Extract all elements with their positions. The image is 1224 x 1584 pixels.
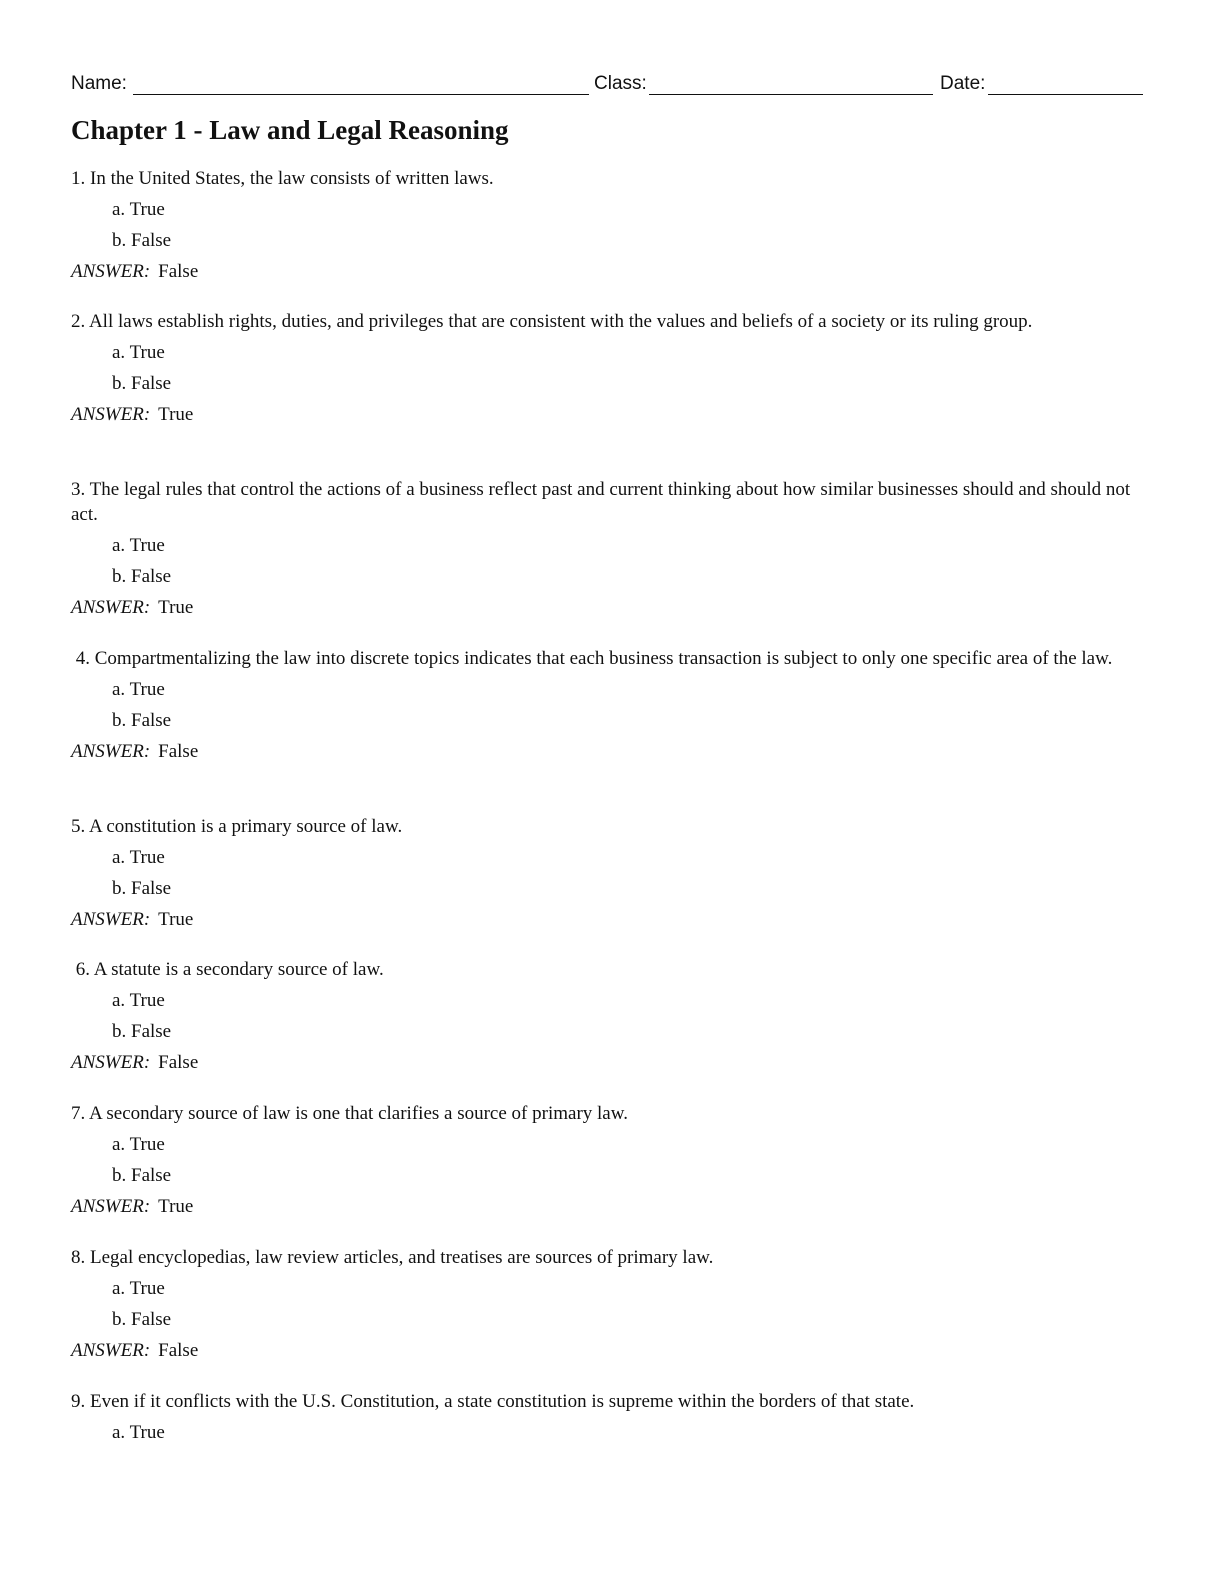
answer-value: False — [158, 1052, 199, 1073]
choice-b: b. False — [112, 878, 172, 899]
answer-label: ANSWER: — [71, 1052, 151, 1073]
answer-value: True — [158, 909, 194, 930]
footer-copyright-fragment — [88, 1458, 408, 1462]
date-field-line — [988, 94, 1143, 95]
answer-label: ANSWER: — [71, 597, 151, 618]
choice-a: a. True — [112, 1278, 165, 1299]
choice-a: a. True — [112, 847, 165, 868]
choice-b: b. False — [112, 230, 172, 251]
choice-a: a. True — [112, 535, 165, 556]
answer-value: False — [158, 741, 199, 762]
question-text: 8. Legal encyclopedias, law review articles, and treatises are sources of primary law. — [71, 1247, 714, 1268]
name-label: Name: — [71, 73, 127, 94]
answer-label: ANSWER: — [71, 1196, 151, 1217]
answer-label: ANSWER: — [71, 741, 151, 762]
student-info-header — [71, 72, 1143, 98]
choice-b: b. False — [112, 1165, 172, 1186]
class-label: Class: — [594, 73, 647, 94]
choice-a: a. True — [112, 1422, 165, 1443]
name-field-line — [133, 94, 589, 95]
question-text: 9. Even if it conflicts with the U.S. Constitution, a state constitution is supreme within the borders of that state. — [71, 1391, 915, 1412]
answer-line — [71, 402, 1146, 427]
footer-page-number-fragment — [1100, 1458, 1160, 1462]
question-7 — [71, 1101, 1146, 1219]
answer-line — [71, 739, 1146, 764]
question-text: 1. In the United States, the law consists of written laws. — [71, 168, 494, 189]
answer-line — [71, 907, 1146, 932]
choice-a: a. True — [112, 342, 165, 363]
answer-value: True — [158, 597, 194, 618]
question-1 — [71, 166, 1146, 284]
question-6 — [71, 957, 1146, 1075]
question-3 — [71, 477, 1146, 620]
answer-label: ANSWER: — [71, 261, 151, 282]
question-9 — [71, 1389, 1146, 1445]
answer-line — [71, 1194, 1146, 1219]
question-4 — [71, 646, 1146, 764]
choice-b: b. False — [112, 566, 172, 587]
question-text: 4. Compartmentalizing the law into discrete topics indicates that each business transaction is subject to only one specific area of the law. — [71, 648, 1113, 669]
chapter-title: Chapter 1 - Law and Legal Reasoning — [71, 115, 509, 145]
answer-value: True — [158, 1196, 194, 1217]
choice-a: a. True — [112, 990, 165, 1011]
question-text: 3. The legal rules that control the actions of a business reflect past and current thinking about how similar businesses should and should not act. — [71, 479, 1131, 525]
question-2 — [71, 309, 1146, 427]
question-text: 5. A constitution is a primary source of law. — [71, 816, 403, 837]
answer-line — [71, 259, 1146, 284]
question-text: 6. A statute is a secondary source of law. — [71, 959, 384, 980]
choice-a: a. True — [112, 1134, 165, 1155]
answer-label: ANSWER: — [71, 404, 151, 425]
answer-value: True — [158, 404, 194, 425]
answer-label: ANSWER: — [71, 909, 151, 930]
answer-label: ANSWER: — [71, 1340, 151, 1361]
question-5 — [71, 814, 1146, 932]
choice-b: b. False — [112, 710, 172, 731]
answer-value: False — [158, 1340, 199, 1361]
choice-a: a. True — [112, 679, 165, 700]
answer-line — [71, 595, 1146, 620]
answer-line — [71, 1338, 1146, 1363]
answer-line — [71, 1050, 1146, 1075]
answer-value: False — [158, 261, 199, 282]
choice-b: b. False — [112, 1021, 172, 1042]
choice-a: a. True — [112, 199, 165, 220]
choice-b: b. False — [112, 373, 172, 394]
choice-b: b. False — [112, 1309, 172, 1330]
question-text: 2. All laws establish rights, duties, and privileges that are consistent with the values and beliefs of a society or its ruling group. — [71, 311, 1033, 332]
question-8 — [71, 1245, 1146, 1363]
class-field-line — [649, 94, 933, 95]
date-label: Date: — [940, 73, 986, 94]
question-text: 7. A secondary source of law is one that clarifies a source of primary law. — [71, 1103, 628, 1124]
